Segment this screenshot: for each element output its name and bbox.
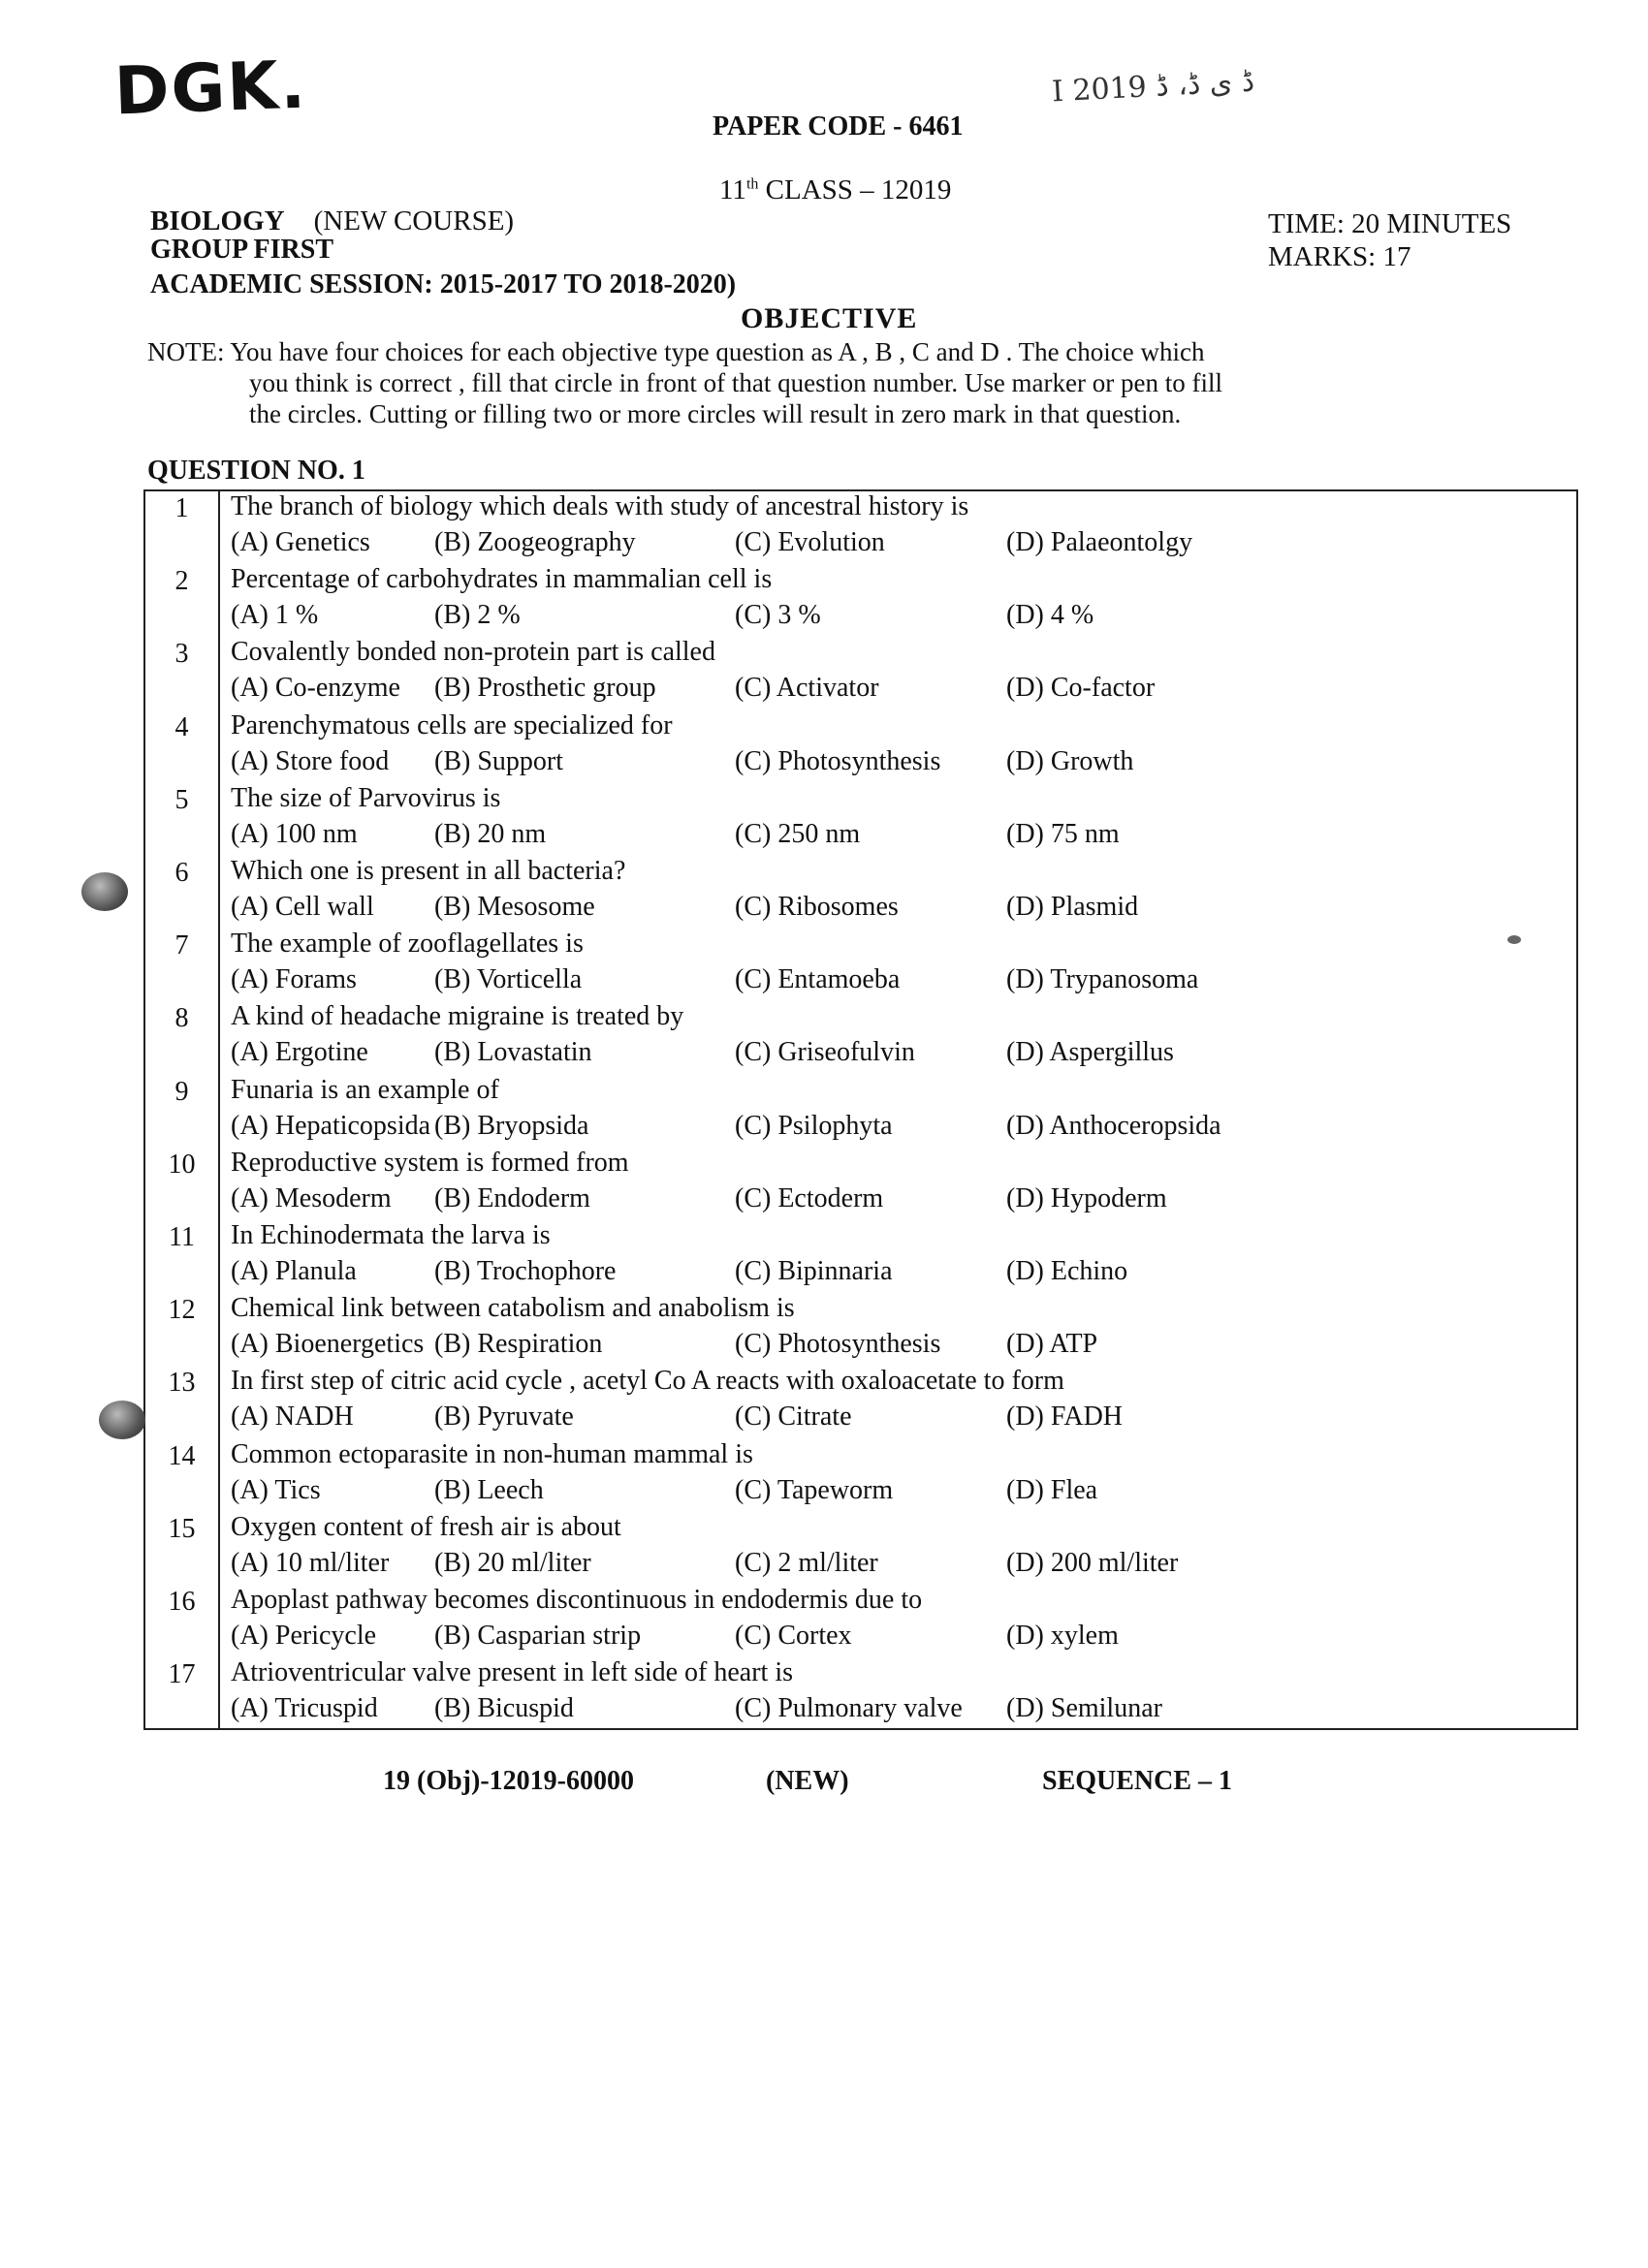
option-b: (B) 2 % — [434, 600, 521, 631]
question-number: 12 — [168, 1295, 196, 1326]
question-number: 4 — [174, 711, 189, 742]
ink-speck — [1507, 935, 1521, 944]
option-d: (D) Trypanosoma — [1006, 964, 1199, 995]
option-c: (C) Cortex — [735, 1621, 852, 1651]
question-row — [145, 929, 1576, 1001]
question-number: 11 — [169, 1222, 195, 1252]
question-row — [145, 1657, 1576, 1730]
question-row — [145, 1512, 1576, 1585]
handwritten-note: I ڈ ی ڈ، ڈ 2019 — [1051, 64, 1255, 110]
option-b: (B) Prosthetic group — [434, 673, 656, 704]
question-heading: QUESTION NO. 1 — [147, 456, 365, 486]
option-c: (C) Ribosomes — [735, 892, 899, 922]
section-title: OBJECTIVE — [741, 302, 918, 334]
footer-new: (NEW) — [766, 1766, 849, 1796]
group: GROUP FIRST — [150, 235, 334, 265]
question-number: 16 — [168, 1587, 196, 1617]
question-text: The branch of biology which deals with study of ancestral history is — [231, 491, 969, 521]
question-text: Apoplast pathway becomes discontinuous in endodermis due to — [231, 1585, 923, 1615]
note-line-3: the circles. Cutting or filling two or more circles will result in zero mark in that question. — [249, 399, 1182, 428]
question-text: In first step of citric acid cycle , acetyl Co A reacts with oxaloacetate to form — [231, 1366, 1064, 1397]
option-a: (A) NADH — [231, 1402, 354, 1433]
question-number: 17 — [168, 1659, 196, 1690]
question-row — [145, 1439, 1576, 1512]
option-d: (D) Plasmid — [1006, 892, 1139, 922]
option-d: (D) Semilunar — [1006, 1693, 1162, 1724]
question-number: 10 — [168, 1149, 196, 1180]
question-row — [145, 564, 1576, 637]
option-b: (B) Trochophore — [434, 1256, 617, 1286]
subject: BIOLOGY — [150, 205, 285, 236]
option-d: (D) Aspergillus — [1006, 1037, 1174, 1068]
option-c: (C) 2 ml/liter — [735, 1547, 878, 1578]
question-text: Funaria is an example of — [231, 1074, 499, 1105]
option-c: (C) Ectoderm — [735, 1182, 884, 1213]
question-text: Oxygen content of fresh air is about — [231, 1511, 621, 1542]
question-row — [145, 1585, 1576, 1657]
option-d: (D) 4 % — [1006, 600, 1094, 631]
note-line-1: NOTE: You have four choices for each objective type question as A , B , C and D . The choice which — [147, 337, 1205, 366]
class-line — [719, 174, 951, 206]
question-text: A kind of headache migraine is treated by — [231, 1001, 684, 1032]
question-number: 8 — [174, 1003, 189, 1034]
question-row — [145, 1001, 1576, 1074]
option-b: (B) Leech — [434, 1474, 544, 1505]
handwritten-mark: DGK. — [112, 47, 309, 131]
question-text: Reproductive system is formed from — [231, 1147, 629, 1178]
question-number: 7 — [174, 930, 189, 961]
option-a: (A) Tics — [231, 1474, 321, 1505]
question-text: The size of Parvovirus is — [231, 782, 501, 813]
question-number: 14 — [168, 1440, 196, 1471]
option-d: (D) FADH — [1006, 1402, 1124, 1433]
option-c: (C) Photosynthesis — [735, 1329, 941, 1360]
option-c: (C) Bipinnaria — [735, 1256, 893, 1286]
option-a: (A) Bioenergetics — [231, 1329, 425, 1360]
question-table — [143, 489, 1578, 1730]
question-number: 1 — [174, 493, 189, 523]
option-b: (B) Support — [434, 745, 563, 776]
option-c: (C) Photosynthesis — [735, 745, 941, 776]
question-number: 5 — [174, 784, 189, 815]
option-a: (A) Cell wall — [231, 892, 374, 922]
option-a: (A) Ergotine — [231, 1037, 368, 1068]
option-d: (D) Palaeontolgy — [1006, 527, 1193, 557]
option-a: (A) Forams — [231, 964, 357, 995]
question-number: 2 — [174, 566, 189, 597]
option-b: (B) Bicuspid — [434, 1693, 574, 1724]
question-row — [145, 1148, 1576, 1220]
question-number: 15 — [168, 1513, 196, 1544]
option-a: (A) Hepaticopsida — [231, 1110, 431, 1141]
option-d: (D) Hypoderm — [1006, 1182, 1167, 1213]
option-c: (C) Entamoeba — [735, 964, 901, 995]
question-row — [145, 1220, 1576, 1293]
question-text: Parenchymatous cells are specialized for — [231, 709, 673, 740]
option-c: (C) Pulmonary valve — [735, 1693, 963, 1724]
option-a: (A) Pericycle — [231, 1621, 377, 1651]
option-b: (B) 20 nm — [434, 818, 547, 849]
footer-sequence: SEQUENCE – 1 — [1042, 1766, 1233, 1796]
question-row — [145, 1293, 1576, 1366]
punch-hole-top — [81, 872, 128, 911]
option-a: (A) Genetics — [231, 527, 370, 557]
option-a: (A) Mesoderm — [231, 1182, 392, 1213]
option-c: (C) Psilophyta — [735, 1110, 893, 1141]
option-c: (C) Citrate — [735, 1402, 852, 1433]
punch-hole-bottom — [99, 1401, 145, 1439]
question-row — [145, 1075, 1576, 1148]
paper-code: PAPER CODE - 6461 — [713, 111, 964, 142]
option-a: (A) Tricuspid — [231, 1693, 378, 1724]
question-row — [145, 710, 1576, 783]
question-row — [145, 491, 1576, 564]
question-text: Atrioventricular valve present in left side of heart is — [231, 1657, 794, 1688]
option-a: (A) Store food — [231, 745, 390, 776]
total-marks: MARKS: 17 — [1268, 241, 1411, 272]
question-text: The example of zooflagellates is — [231, 929, 584, 960]
option-c: (C) 3 % — [735, 600, 821, 631]
option-c: (C) Griseofulvin — [735, 1037, 915, 1068]
option-b: (B) Pyruvate — [434, 1402, 574, 1433]
option-d: (D) ATP — [1006, 1329, 1098, 1360]
question-row — [145, 637, 1576, 709]
question-text: Chemical link between catabolism and anabolism is — [231, 1293, 795, 1324]
subject-line — [150, 205, 514, 237]
option-b: (B) Endoderm — [434, 1182, 590, 1213]
option-c: (C) Activator — [735, 673, 879, 704]
question-number: 6 — [174, 858, 189, 888]
class-prefix: 11 — [719, 174, 746, 205]
option-a: (A) 100 nm — [231, 818, 358, 849]
option-a: (A) Co-enzyme — [231, 673, 400, 704]
option-d: (D) Echino — [1006, 1256, 1128, 1286]
class-sup: th — [745, 175, 759, 193]
question-text: Common ectoparasite in non-human mammal is — [231, 1438, 753, 1469]
option-d: (D) Anthoceropsida — [1006, 1110, 1221, 1141]
option-a: (A) 10 ml/liter — [231, 1547, 390, 1578]
option-b: (B) Bryopsida — [434, 1110, 589, 1141]
question-row — [145, 783, 1576, 856]
question-text: Percentage of carbohydrates in mammalian cell is — [231, 564, 773, 595]
option-b: (B) Mesosome — [434, 892, 595, 922]
note-line-2: you think is correct , fill that circle in front of that question number. Use marker or pen to fill — [249, 368, 1222, 397]
option-c: (C) Tapeworm — [735, 1474, 894, 1505]
class-suffix: CLASS – 12019 — [758, 174, 952, 205]
option-b: (B) Lovastatin — [434, 1037, 592, 1068]
option-a: (A) 1 % — [231, 600, 319, 631]
option-d: (D) 75 nm — [1006, 818, 1120, 849]
option-b: (B) 20 ml/liter — [434, 1547, 591, 1578]
option-b: (B) Respiration — [434, 1329, 603, 1360]
option-c: (C) 250 nm — [735, 818, 861, 849]
question-number: 9 — [174, 1076, 189, 1107]
option-d: (D) xylem — [1006, 1621, 1119, 1651]
question-number: 3 — [174, 639, 189, 670]
option-d: (D) 200 ml/liter — [1006, 1547, 1179, 1578]
course: (NEW COURSE) — [313, 205, 515, 236]
option-c: (C) Evolution — [735, 527, 885, 557]
option-d: (D) Flea — [1006, 1474, 1098, 1505]
option-d: (D) Growth — [1006, 745, 1134, 776]
instructions-note — [147, 336, 1485, 429]
option-d: (D) Co-factor — [1006, 673, 1156, 704]
question-text: Which one is present in all bacteria? — [231, 856, 626, 886]
option-b: (B) Casparian strip — [434, 1621, 642, 1651]
time-allowed: TIME: 20 MINUTES — [1268, 208, 1512, 239]
option-b: (B) Zoogeography — [434, 527, 636, 557]
question-row — [145, 1366, 1576, 1438]
option-a: (A) Planula — [231, 1256, 357, 1286]
option-b: (B) Vorticella — [434, 964, 583, 995]
academic-session: ACADEMIC SESSION: 2015-2017 TO 2018-2020) — [150, 269, 737, 299]
question-row — [145, 856, 1576, 929]
question-text: Covalently bonded non-protein part is called — [231, 637, 715, 668]
footer-code: 19 (Obj)-12019-60000 — [383, 1766, 634, 1796]
question-number: 13 — [168, 1368, 196, 1399]
question-text: In Echinodermata the larva is — [231, 1220, 551, 1250]
